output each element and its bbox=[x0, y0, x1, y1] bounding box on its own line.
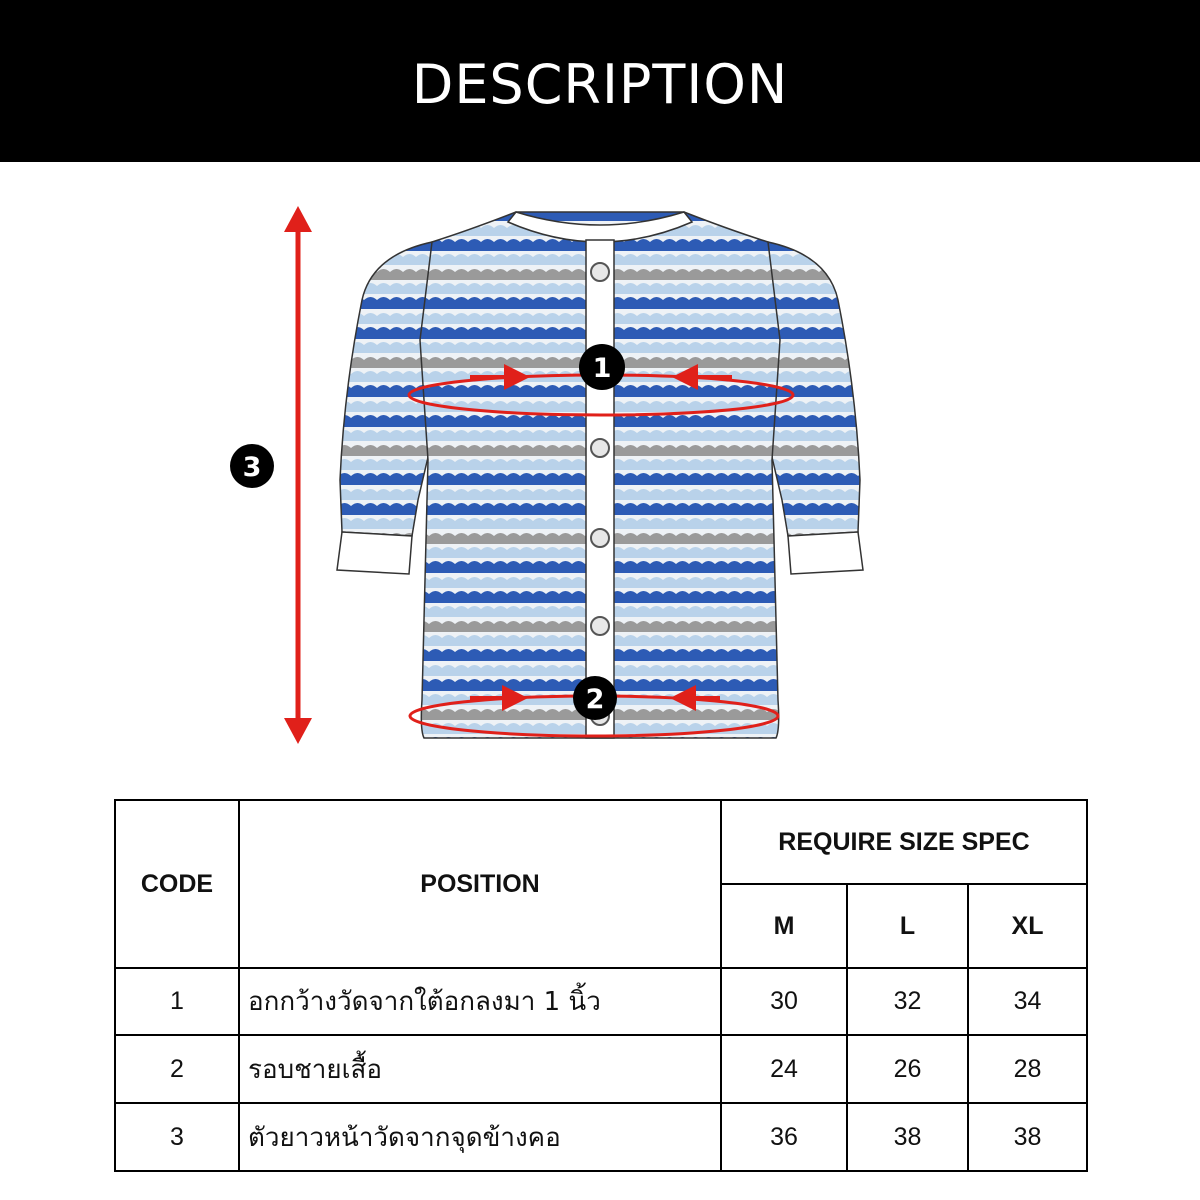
marker-1 bbox=[579, 344, 625, 390]
button-icon bbox=[591, 263, 609, 281]
size-header-l: L bbox=[847, 884, 968, 968]
table-row bbox=[115, 968, 1087, 1035]
row-value-xl: 28 bbox=[968, 1035, 1087, 1103]
position-header: POSITION bbox=[239, 800, 721, 968]
page-title: DESCRIPTION bbox=[411, 52, 789, 116]
row-value-xl: 38 bbox=[968, 1103, 1087, 1171]
size-header-xl: XL bbox=[968, 884, 1087, 968]
table-row bbox=[115, 1035, 1087, 1103]
spec-header: REQUIRE SIZE SPEC bbox=[721, 800, 1087, 884]
garment-illustration bbox=[0, 162, 1200, 792]
marker-2-label: 2 bbox=[585, 684, 605, 715]
length-arrow bbox=[284, 206, 312, 744]
row-value-l: 38 bbox=[847, 1103, 968, 1171]
row-position: อกกว้างวัดจากใต้อกลงมา 1 นิ้ว bbox=[239, 968, 721, 1035]
row-value-l: 26 bbox=[847, 1035, 968, 1103]
button-icon bbox=[591, 439, 609, 457]
button-icon bbox=[591, 529, 609, 547]
row-position: ตัวยาวหน้าวัดจากจุดข้างคอ bbox=[239, 1103, 721, 1171]
row-code: 1 bbox=[115, 968, 239, 1035]
code-header: CODE bbox=[115, 800, 239, 968]
row-code: 2 bbox=[115, 1035, 239, 1103]
row-value-l: 32 bbox=[847, 968, 968, 1035]
right-sleeve bbox=[768, 242, 863, 574]
garment-body bbox=[420, 212, 780, 738]
marker-3-label: 3 bbox=[242, 452, 262, 483]
row-value-m: 30 bbox=[721, 968, 847, 1035]
size-header-m: M bbox=[721, 884, 847, 968]
row-code: 3 bbox=[115, 1103, 239, 1171]
marker-1-label: 1 bbox=[592, 353, 612, 384]
row-position: รอบชายเสื้อ bbox=[239, 1035, 721, 1103]
header-row bbox=[115, 800, 1087, 884]
row-value-m: 24 bbox=[721, 1035, 847, 1103]
row-value-m: 36 bbox=[721, 1103, 847, 1171]
marker-3 bbox=[230, 444, 274, 488]
table-row bbox=[115, 1103, 1087, 1171]
button-icon bbox=[591, 617, 609, 635]
marker-2 bbox=[573, 676, 617, 720]
left-sleeve bbox=[337, 242, 432, 574]
row-value-xl: 34 bbox=[968, 968, 1087, 1035]
size-spec-table bbox=[114, 799, 1088, 1172]
header-banner bbox=[0, 0, 1200, 162]
